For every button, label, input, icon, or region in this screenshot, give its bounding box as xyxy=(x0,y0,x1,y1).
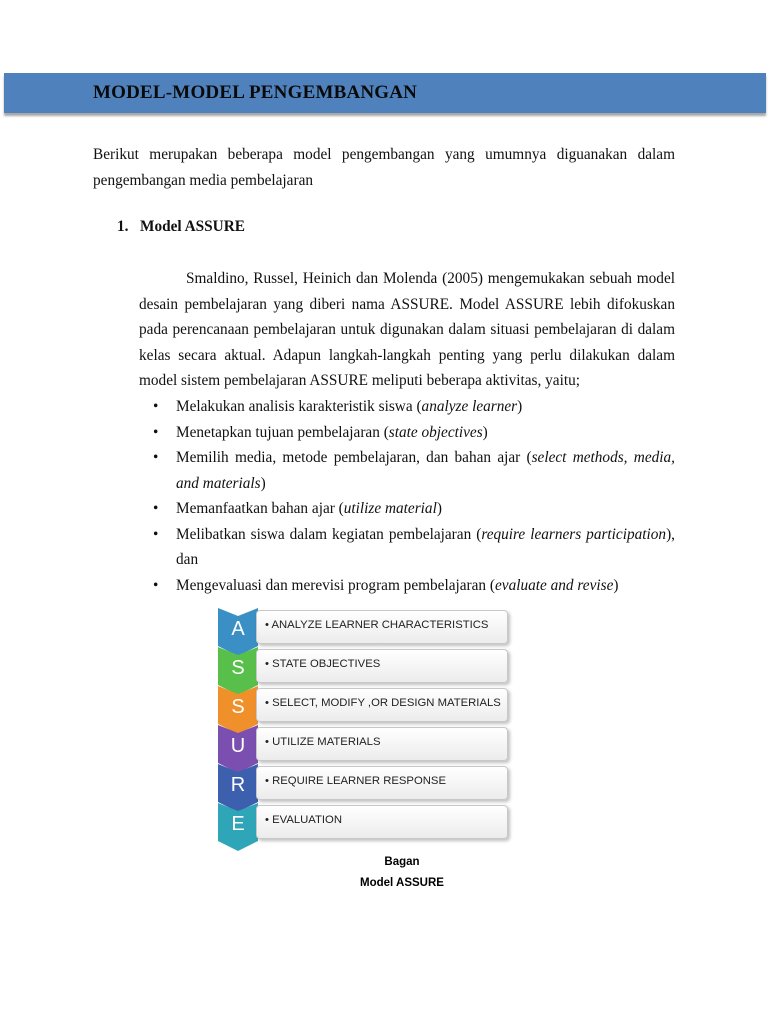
step-box xyxy=(256,805,508,839)
step-box xyxy=(256,610,508,644)
intro-paragraph: Berikut merupakan beberapa model pengembangan yang umumnya diguanakan dalam pengembangan media pembelajaran xyxy=(93,146,675,189)
step-box xyxy=(256,766,508,800)
step-letter: S xyxy=(231,657,245,679)
activity-list xyxy=(139,394,675,598)
list-item: • Melakukan analisis karakteristik siswa (analyze learner) xyxy=(139,394,675,420)
step-box xyxy=(256,727,508,761)
bullet-icon: • xyxy=(153,500,159,517)
step-letter: S xyxy=(231,696,245,718)
assure-step xyxy=(218,608,510,646)
step-box xyxy=(256,688,508,722)
assure-step xyxy=(218,686,510,724)
list-item: • Memanfaatkan bahan ajar (utilize material) xyxy=(139,496,675,522)
section-title: Model ASSURE xyxy=(140,218,245,235)
step-letter: U xyxy=(230,735,246,757)
step-label: • REQUIRE LEARNER RESPONSE xyxy=(265,775,446,787)
bullet-icon: • xyxy=(153,449,159,466)
bullet-icon: • xyxy=(153,525,159,543)
step-label: • SELECT, MODIFY ,OR DESIGN MATERIALS xyxy=(265,697,501,709)
step-label: • STATE OBJECTIVES xyxy=(265,658,381,670)
step-label: • UTILIZE MATERIALS xyxy=(265,736,381,748)
list-item: • Memilih media, metode pembelajaran, dan bahan ajar (select methods, media, and materials) xyxy=(139,445,675,496)
step-letter: E xyxy=(231,813,245,835)
list-item: • Menetapkan tujuan pembelajaran (state objectives) xyxy=(139,420,675,446)
bullet-icon: • xyxy=(153,576,159,594)
section-heading xyxy=(117,218,245,236)
title-banner xyxy=(4,73,766,113)
step-label: • ANALYZE LEARNER CHARACTERISTICS xyxy=(265,619,489,631)
step-letter: A xyxy=(231,618,245,640)
list-item: • Mengevaluasi dan merevisi program pembelajaran (evaluate and revise) xyxy=(139,573,675,599)
list-item: • Melibatkan siswa dalam kegiatan pembelajaran (require learners participation), dan xyxy=(139,522,675,573)
step-box xyxy=(256,649,508,683)
section-number: 1. xyxy=(117,218,129,235)
assure-diagram xyxy=(218,608,510,856)
diagram-caption-line1: Bagan xyxy=(384,856,420,868)
bullet-icon: • xyxy=(153,398,159,415)
assure-step xyxy=(218,803,510,841)
section-paragraph: Smaldino, Russel, Heinich dan Molenda (2005) mengemukakan sebuah model desain pembelajaran yang diberi nama ASSURE. Model ASSURE lebih difokuskan pada perencanaan pembelajaran untuk digunakan dalam situasi pembelajaran di dalam kelas secara aktual. Adapun langkah-langkah penting yang perlu dilakukan dalam model sistem pembelajaran ASSURE meliputi beberapa aktivitas, yaitu; xyxy=(139,270,675,389)
step-letter: R xyxy=(230,774,246,796)
assure-step xyxy=(218,764,510,802)
page-title: MODEL-MODEL PENGEMBANGAN xyxy=(93,82,418,103)
assure-step xyxy=(218,725,510,763)
diagram-caption-line2: Model ASSURE xyxy=(360,877,444,889)
bullet-icon: • xyxy=(153,423,159,441)
step-label: • EVALUATION xyxy=(265,814,342,826)
assure-step xyxy=(218,647,510,685)
